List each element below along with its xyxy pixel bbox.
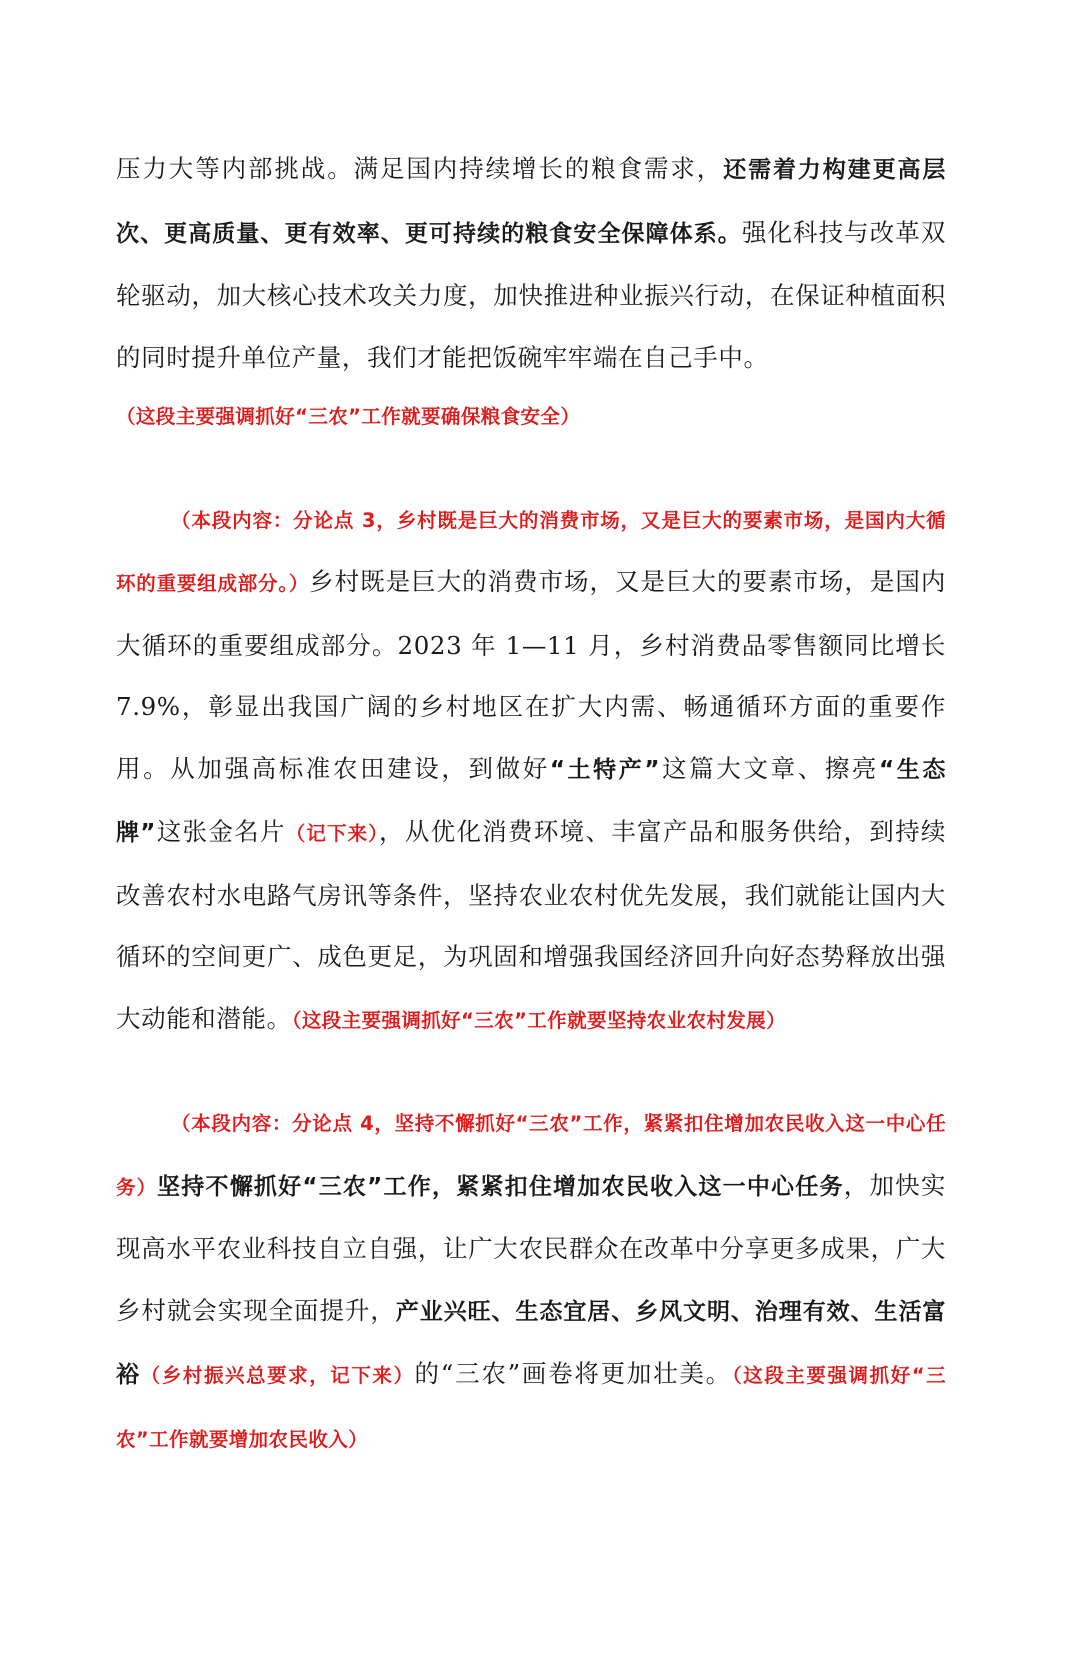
bold-text-run: 产业兴旺、生态宜居、乡风文明、治理有效、生活富裕: [116, 1298, 946, 1388]
red-annotation: （乡村振兴总要求，记下来）: [140, 1364, 415, 1387]
text-run: 乡村既是巨大的消费市场，又是巨大的要素市场，是国内大循环的重要组成部分。2023 年 1—11 月，乡村消费品零售额同比增长 7.9%，彰显出我国广阔的乡村地区在扩大内需、畅通循环方面的重要作用。从加强高标准农田建设，到做好: [116, 567, 946, 783]
red-annotation: （记下来）: [285, 822, 380, 845]
note-summary-1: [116, 384, 946, 448]
text-run: 强化科技与改革双轮驱动，加大核心技术攻关力度，加快推进种业振兴行动，在保证种植面积的同时提升单位产量，我们才能把饭碗牢牢端在自己手中。: [116, 217, 946, 372]
red-annotation: （本段内容：分论点 4，坚持不懈抓好“三农”工作，紧紧扣住增加农民收入这一中心任务）: [116, 1112, 946, 1199]
text-run: ，从优化消费环境、丰富产品和服务供给，到持续改善农村水电路气房讯等条件，坚持农业农村优先发展，我们就能让国内大循环的空间更广、成色更足，为巩固和增强我国经济回升向好态势释放出强大动能和潜能。: [116, 817, 946, 1033]
red-annotation: （这段主要强调抓好“三农”工作就要增加农民收入）: [116, 1364, 947, 1451]
paragraph-grain-security: [116, 138, 946, 388]
text-run: ，加快实现高水平农业科技自立自强，让广大农民群众在改革中分享更多成果，广大乡村就会实现全面提升，: [116, 1170, 946, 1325]
red-annotation: （这段主要强调抓好“三农”工作就要确保粮食安全）: [116, 405, 581, 428]
paragraph-rural-market: [116, 488, 946, 1052]
document-body: [116, 138, 946, 1470]
bold-text-run: 坚持不懈抓好“三农”工作，紧紧扣住增加农民收入这一中心任务: [157, 1173, 844, 1200]
text-run: 这张金名片: [156, 817, 286, 846]
bold-text-run: “生态牌”: [116, 756, 946, 846]
red-annotation: （这段主要强调抓好“三农”工作就要坚持农业农村发展）: [291, 1008, 786, 1032]
text-run: 压力大等内部挑战。满足国内持续增长的粮食需求，: [116, 154, 724, 183]
bold-text-run: “土特产”: [549, 756, 661, 783]
red-annotation: （本段内容：分论点 3，乡村既是巨大的消费市场，又是巨大的要素市场，是国内大循环的重要组成部分。）: [116, 508, 946, 595]
bold-text-run: 还需着力构建更高层次、更高质量、更有效率、更可持续的粮食安全保障体系。: [116, 157, 946, 247]
text-run: 的“三农”画卷将更加壮美。: [414, 1359, 732, 1388]
paragraph-farmer-income: [116, 1091, 946, 1470]
text-run: 这篇大文章、擦亮: [660, 753, 880, 783]
